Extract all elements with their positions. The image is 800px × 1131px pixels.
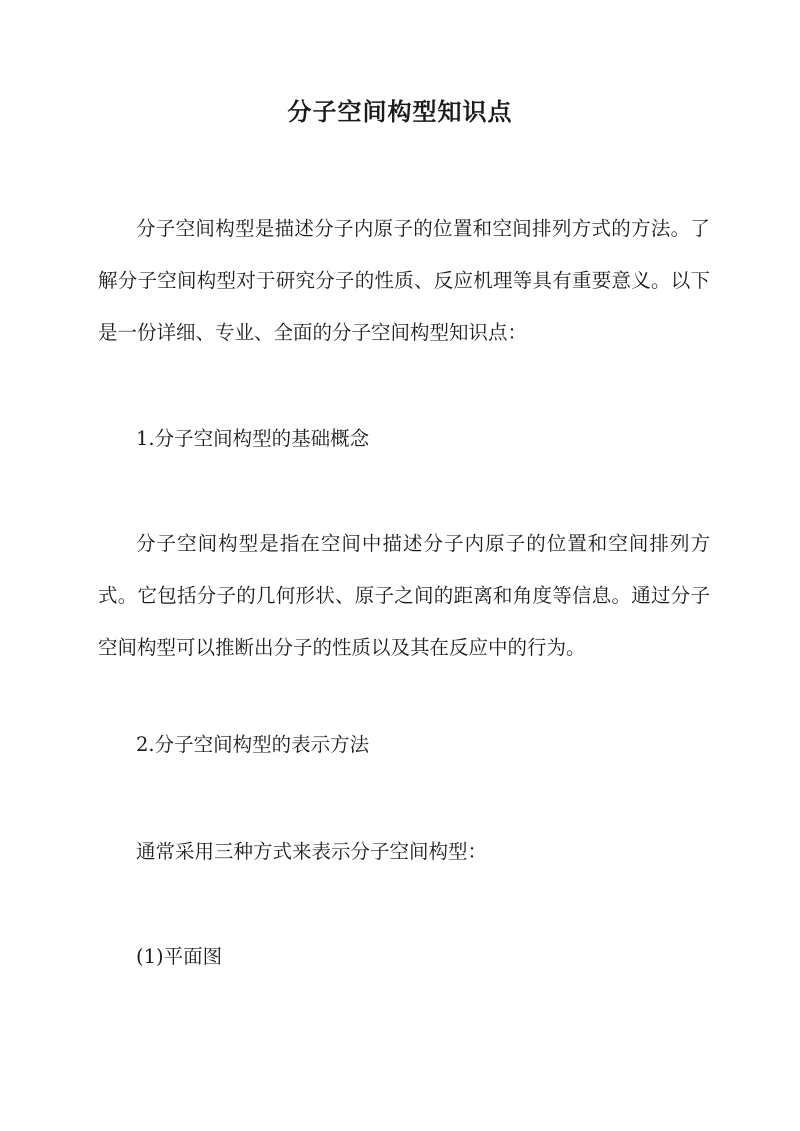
section-2-heading: 2.分子空间构型的表示方法 bbox=[136, 733, 370, 756]
section-1-paragraph: 分子空间构型是指在空间中描述分子内原子的位置和空间排列方式。它包括分子的几何形状、原子之间的距离和角度等信息。通过分子空间构型可以推断出分子的性质以及其在反应中的行为。 bbox=[98, 532, 710, 659]
document-title: 分子空间构型知识点 bbox=[287, 97, 513, 126]
intro-paragraph: 分子空间构型是描述分子内原子的位置和空间排列方式的方法。了解分子空间构型对于研究分子的性质、反应机理等具有重要意义。以下是一份详细、专业、全面的分子空间构型知识点： bbox=[98, 217, 710, 344]
section-1-heading: 1.分子空间构型的基础概念 bbox=[136, 427, 370, 450]
section-2-paragraph: 通常采用三种方式来表示分子空间构型： bbox=[136, 840, 488, 863]
item-1-heading: (1)平面图 bbox=[136, 945, 223, 968]
